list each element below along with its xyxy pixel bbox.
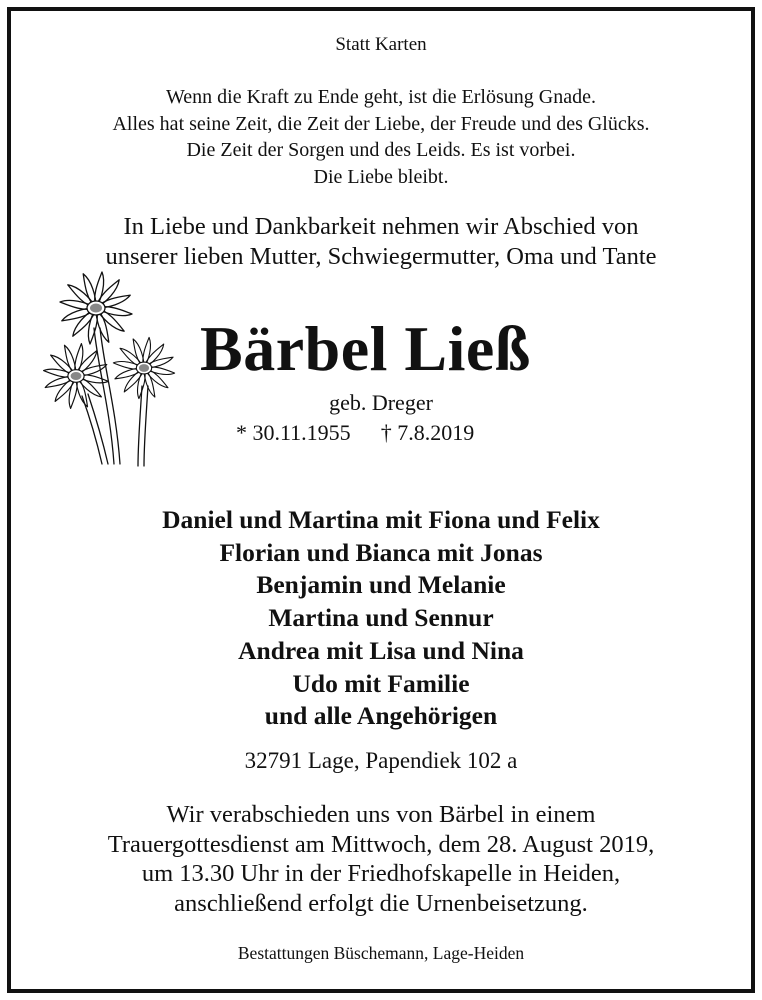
poem-line: Alles hat seine Zeit, die Zeit der Liebe, der Freude und des Glücks. <box>112 112 650 135</box>
service-line: anschließend erfolgt die Urnenbeisetzung. <box>174 889 588 917</box>
service-line: Wir verabschieden uns von Bärbel in einem <box>166 801 596 828</box>
intro-text <box>0 212 762 272</box>
mourner-line: Benjamin und Melanie <box>256 570 506 600</box>
header-text: Statt Karten <box>335 34 427 55</box>
poem <box>0 84 762 190</box>
mourner-line: Udo mit Familie <box>292 668 470 698</box>
deceased-name: Bärbel Ließ <box>200 313 531 384</box>
mourner-line: Daniel und Martina mit Fiona und Felix <box>162 505 600 534</box>
intro-line: unserer lieben Mutter, Schwiegermutter, Oma und Tante <box>105 243 657 270</box>
mourners-list <box>0 504 762 733</box>
death-date: † 7.8.2019 <box>380 420 475 445</box>
daisy-flowers-icon <box>32 268 188 468</box>
intro-line: In Liebe und Dankbarkeit nehmen wir Abschied von <box>123 213 639 240</box>
maiden-name: geb. Dreger <box>329 390 433 415</box>
birth-date: * 30.11.1955 <box>236 420 351 445</box>
mourner-line: Florian und Bianca mit Jonas <box>219 537 543 567</box>
poem-line: Die Liebe bleibt. <box>313 165 449 188</box>
mourner-line: Martina und Sennur <box>268 603 494 633</box>
service-line: Trauergottesdienst am Mittwoch, dem 28. August 2019, <box>107 830 655 858</box>
mourner-line: und alle Angehörigen <box>264 701 498 731</box>
poem-line: Wenn die Kraft zu Ende geht, ist die Erlösung Gnade. <box>166 86 596 108</box>
undertaker: Bestattungen Büschemann, Lage-Heiden <box>237 943 525 963</box>
service-info <box>0 800 762 918</box>
address: 32791 Lage, Papendiek 102 a <box>244 748 518 773</box>
service-line: um 13.30 Uhr in der Friedhofskapelle in Heiden, <box>141 860 621 887</box>
poem-line: Die Zeit der Sorgen und des Leids. Es ist vorbei. <box>186 139 576 161</box>
life-dates <box>236 420 474 446</box>
mourner-line: Andrea mit Lisa und Nina <box>238 635 524 665</box>
